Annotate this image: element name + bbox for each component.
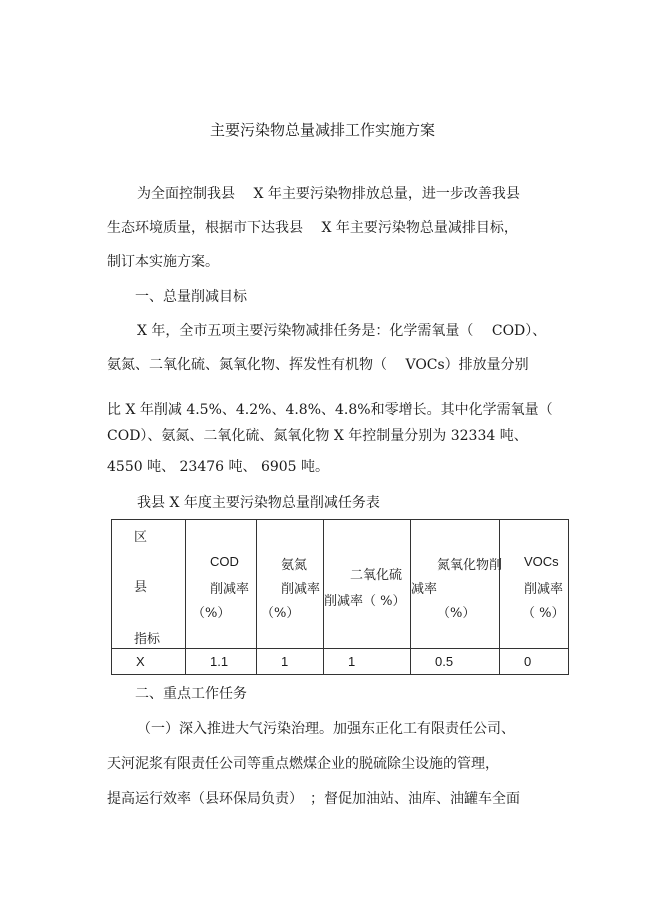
table-caption: 我县 X 年度主要污染物总量削减任务表 (137, 495, 380, 511)
section-heading: 一、总量削减目标 (135, 289, 247, 305)
paragraph-line: 提高运行效率（县环保局负责） ；督促加油站、油库、油罐车全面 (107, 791, 520, 807)
header-cell-vocs: VOCs 削减率 （ %） (500, 520, 569, 649)
header-cell-cod: COD 削减率 （%） (186, 520, 257, 649)
section-heading: 二、重点工作任务 (135, 686, 247, 702)
paragraph-line: 比 X 年削减 4.5%、4.2%、4.8%、4.8%和零增长。其中化学需氧量（ (107, 402, 553, 418)
paragraph-line: 为全面控制我县 X 年主要污染物排放总量，进一步改善我县 (137, 186, 520, 202)
paragraph-line: （一）深入推进大气污染治理。加强东正化工有限责任公司、 (137, 721, 515, 737)
table-cell-ammonia: 1 (257, 649, 324, 675)
table-cell-vocs: 0 (500, 649, 569, 675)
table-cell-nox: 0.5 (411, 649, 500, 675)
table-cell-cod: 1.1 (186, 649, 257, 675)
header-cell-nox: 氮氧化物削 减率 （%） (411, 520, 500, 649)
table-cell-so2: 1 (324, 649, 411, 675)
header-cell-ammonia: 氨氮 削减率 （%） (257, 520, 324, 649)
header-cell-corner: 区 县 指标 (112, 520, 186, 649)
paragraph-line: COD）、氨氮、二氧化硫、氮氧化物 X 年控制量分别为 32334 吨、 (107, 428, 528, 444)
paragraph-line: 生态环境质量，根据市下达我县 X 年主要污染物总量减排目标， (107, 220, 518, 236)
paragraph-line: 天河泥浆有限责任公司等重点燃煤企业的脱硫除尘设施的管理， (107, 756, 499, 772)
paragraph-line: 4550 吨、 23476 吨、 6905 吨。 (107, 459, 330, 475)
header-cell-so2: 二氧化硫 削减率（ %） (324, 520, 411, 649)
paragraph-line: X 年，全市五项主要污染物减排任务是：化学需氧量（ COD）、 (137, 323, 547, 339)
document-title: 主要污染物总量减排工作实施方案 (210, 121, 436, 139)
paragraph-line: 制订本实施方案。 (107, 254, 219, 270)
paragraph-line: 氨氮、二氧化硫、氮氧化物、挥发性有机物（ VOCs）排放量分别 (107, 357, 529, 373)
table-cell-county: X (112, 649, 186, 675)
reduction-table (111, 519, 569, 675)
